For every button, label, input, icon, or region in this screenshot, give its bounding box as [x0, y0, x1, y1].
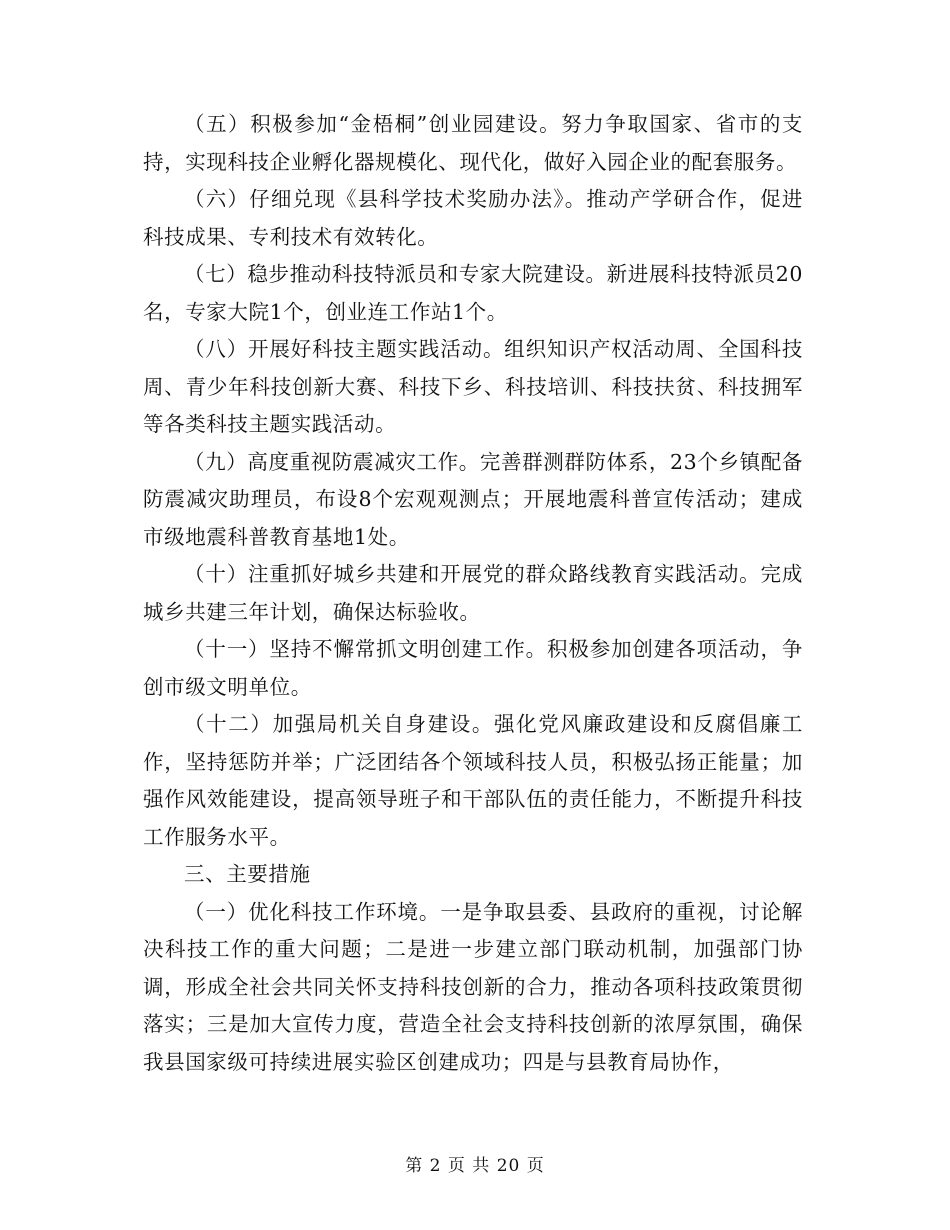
paragraph-11: （十一）坚持不懈常抓文明创建工作。积极参加创建各项活动，争创市级文明单位。 — [143, 637, 803, 699]
paragraph-6: （六）仔细兑现《县科学技术奖励办法》。推动产学研合作，促进科技成果、专利技术有效转化。 — [143, 187, 803, 249]
paragraph-5: （五）积极参加“金梧桐”创业园建设。努力争取国家、省市的支持，实现科技企业孵化器规模化、现代化，做好入园企业的配套服务。 — [143, 112, 803, 174]
section-heading-3: 三、主要措施 — [184, 862, 311, 886]
document-body — [143, 106, 803, 1081]
paragraph-7: （七）稳步推动科技特派员和专家大院建设。新进展科技特派员20名，专家大院1个，创业连工作站1个。 — [143, 262, 803, 324]
measure-paragraph-1: （一）优化科技工作环境。一是争取县委、县政府的重视，讨论解决科技工作的重大问题；二是进一步建立部门联动机制，加强部门协调，形成全社会共同关怀支持科技创新的合力，推动各项科技政策贯彻落实；三是加大宣传力度，营造全社会支持科技创新的浓厚氛围，确保我县国家级可持续进展实验区创建成功；四是与县教育局协作， — [143, 899, 803, 1074]
page-footer: 第 2 页 共 20 页 — [405, 1156, 545, 1176]
paragraph-9: （九）高度重视防震减灾工作。完善群测群防体系，23个乡镇配备防震减灾助理员，布设8个宏观观测点；开展地震科普宣传活动；建成市级地震科普教育基地1处。 — [143, 449, 803, 549]
paragraph-10: （十）注重抓好城乡共建和开展党的群众路线教育实践活动。完成城乡共建三年计划，确保达标验收。 — [143, 562, 803, 624]
paragraph-8: （八）开展好科技主题实践活动。组织知识产权活动周、全国科技周、青少年科技创新大赛、科技下乡、科技培训、科技扶贫、科技拥军等各类科技主题实践活动。 — [143, 337, 803, 436]
paragraph-12: （十二）加强局机关自身建设。强化党风廉政建设和反腐倡廉工作，坚持惩防并举；广泛团结各个领域科技人员，积极弘扬正能量；加强作风效能建设，提高领导班子和干部队伍的责任能力，不断提升科技工作服务水平。 — [143, 712, 803, 849]
